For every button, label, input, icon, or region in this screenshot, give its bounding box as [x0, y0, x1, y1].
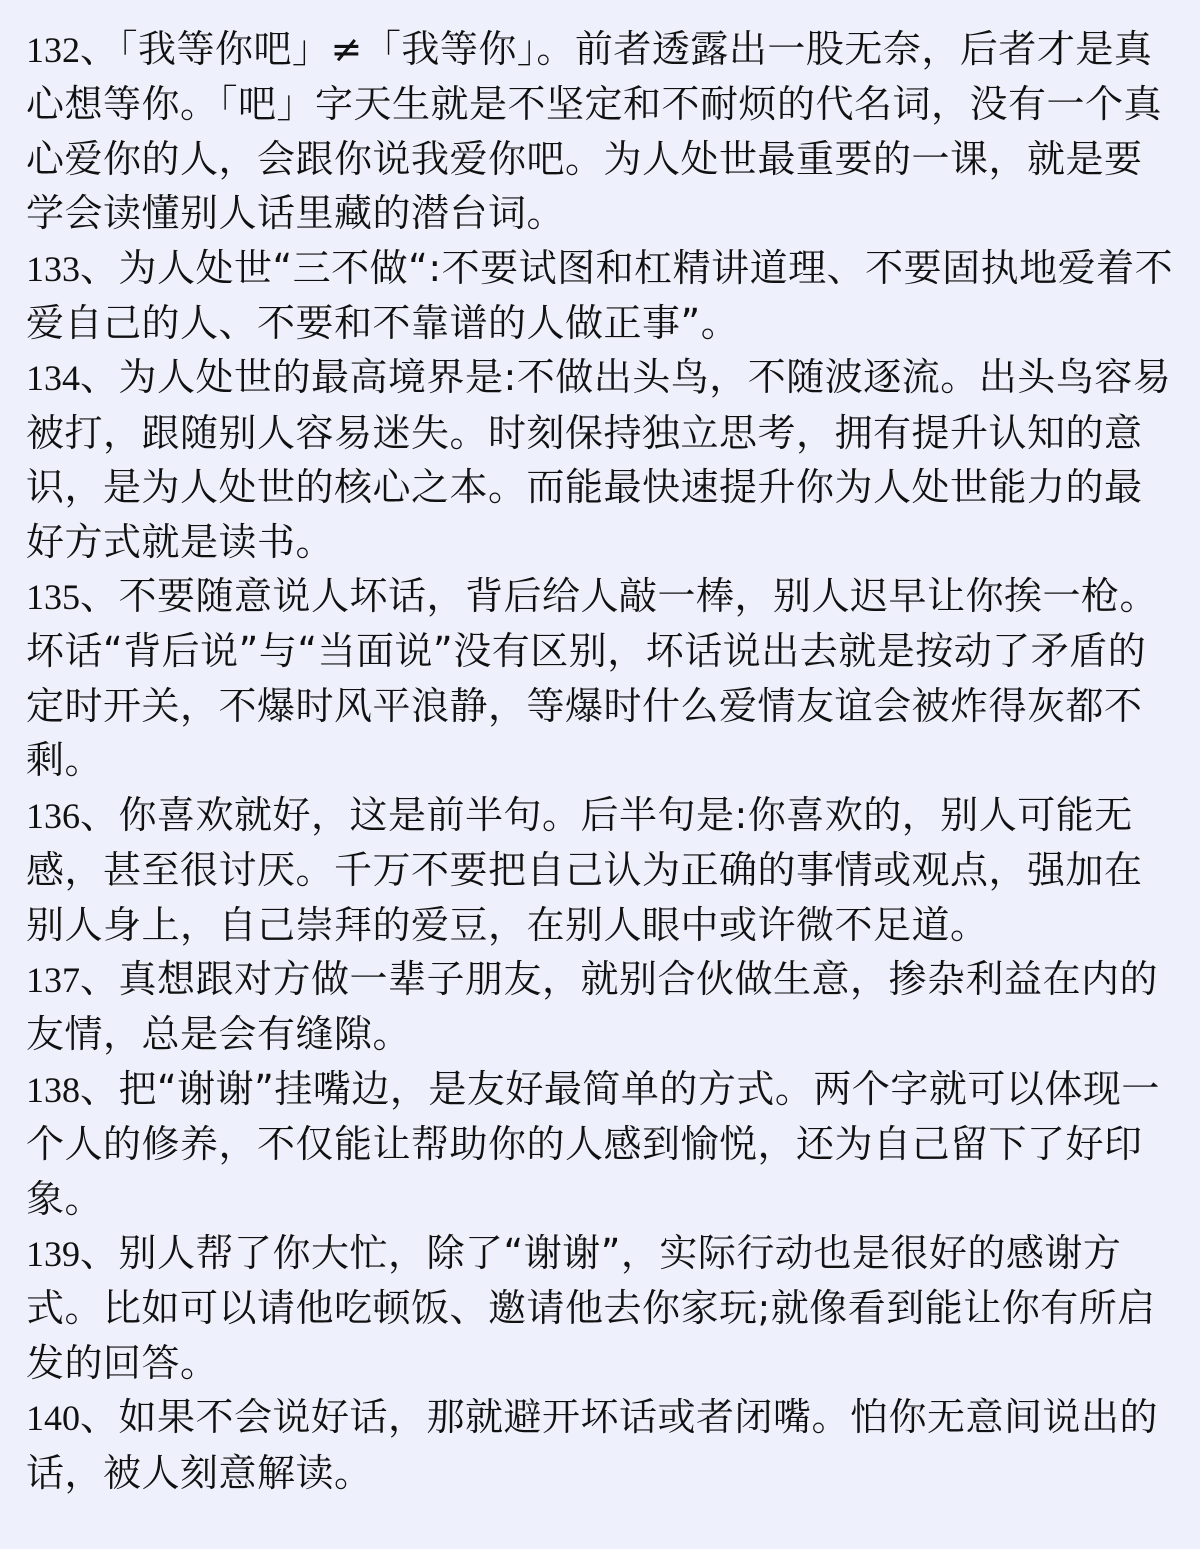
entry-text: 、如果不会说好话，那就避开坏话或者闭嘴。怕你无意间说出的话，被人刻意解读。: [26, 1395, 1159, 1495]
entry-text: 、真想跟对方做一辈子朋友，就别合伙做生意，掺杂利益在内的友情，总是会有缝隙。: [26, 956, 1159, 1057]
entry-number: 133: [26, 248, 80, 289]
entry-132: [26, 22, 1174, 241]
entry-text: 、你喜欢就好，这是前半句。后半句是:你喜欢的，别人可能无感，甚至很讨厌。千万不要把自己认为正确的事情或观点，强加在别人身上，自己崇拜的爱豆，在别人眼中或许微不足道。: [26, 792, 1143, 947]
entry-number: 135: [26, 577, 80, 618]
entry-text: 、把“谢谢”挂嘴边，是友好最简单的方式。两个字就可以体现一个人的修养，不仅能让帮助你的人感到愉悦，还为自己留下了好印象。: [26, 1066, 1160, 1221]
entry-number: 137: [26, 959, 80, 1000]
entry-137: [26, 952, 1174, 1062]
entry-number: 132: [26, 30, 80, 70]
entry-number: 136: [26, 795, 80, 836]
entry-number: 138: [26, 1069, 80, 1110]
entry-number: 134: [26, 358, 80, 399]
entry-135: [26, 569, 1174, 788]
entry-number: 140: [26, 1398, 80, 1439]
entry-number: 139: [26, 1233, 80, 1274]
entry-138: [26, 1062, 1174, 1226]
entry-text: 、别人帮了你大忙，除了“谢谢”，实际行动也是很好的感谢方式。比如可以请他吃顿饭、邀请他去你家玩;就像看到能让你有所启发的回答。: [26, 1230, 1156, 1385]
entry-text: 、「我等你吧」≠「我等你」。前者透露出一股无奈，后者才是真心想等你。「吧」字天生就是不坚定和不耐烦的代名词，没有一个真心爱你的人，会跟你说我爱你吧。为人处世最重要的一课，就是要学会读懂别人话里藏的潜台词。: [26, 27, 1163, 236]
entry-133: [26, 241, 1174, 351]
entry-139: [26, 1226, 1174, 1390]
entry-text: 、为人处世的最高境界是:不做出头鸟，不随波逐流。出头鸟容易被打，跟随别人容易迷失。时刻保持独立思考，拥有提升认知的意识，是为人处世的核心之本。而能最快速提升你为人处世能力的最好方式就是读书。: [26, 355, 1172, 564]
entry-140: [26, 1390, 1174, 1500]
entry-text: 、为人处世“三不做“:不要试图和杠精讲道理、不要固执地爱着不爱自己的人、不要和不靠谱的人做正事”。: [26, 245, 1174, 346]
entry-136: [26, 788, 1174, 952]
entry-134: [26, 350, 1174, 569]
entry-text: 、不要随意说人坏话，背后给人敲一棒，别人迟早让你挨一枪。坏话“背后说”与“当面说”没有区别，坏话说出去就是按动了矛盾的定时开关，不爆时风平浪静，等爆时什么爱情友谊会被炸得灰都不剩。: [26, 574, 1159, 783]
